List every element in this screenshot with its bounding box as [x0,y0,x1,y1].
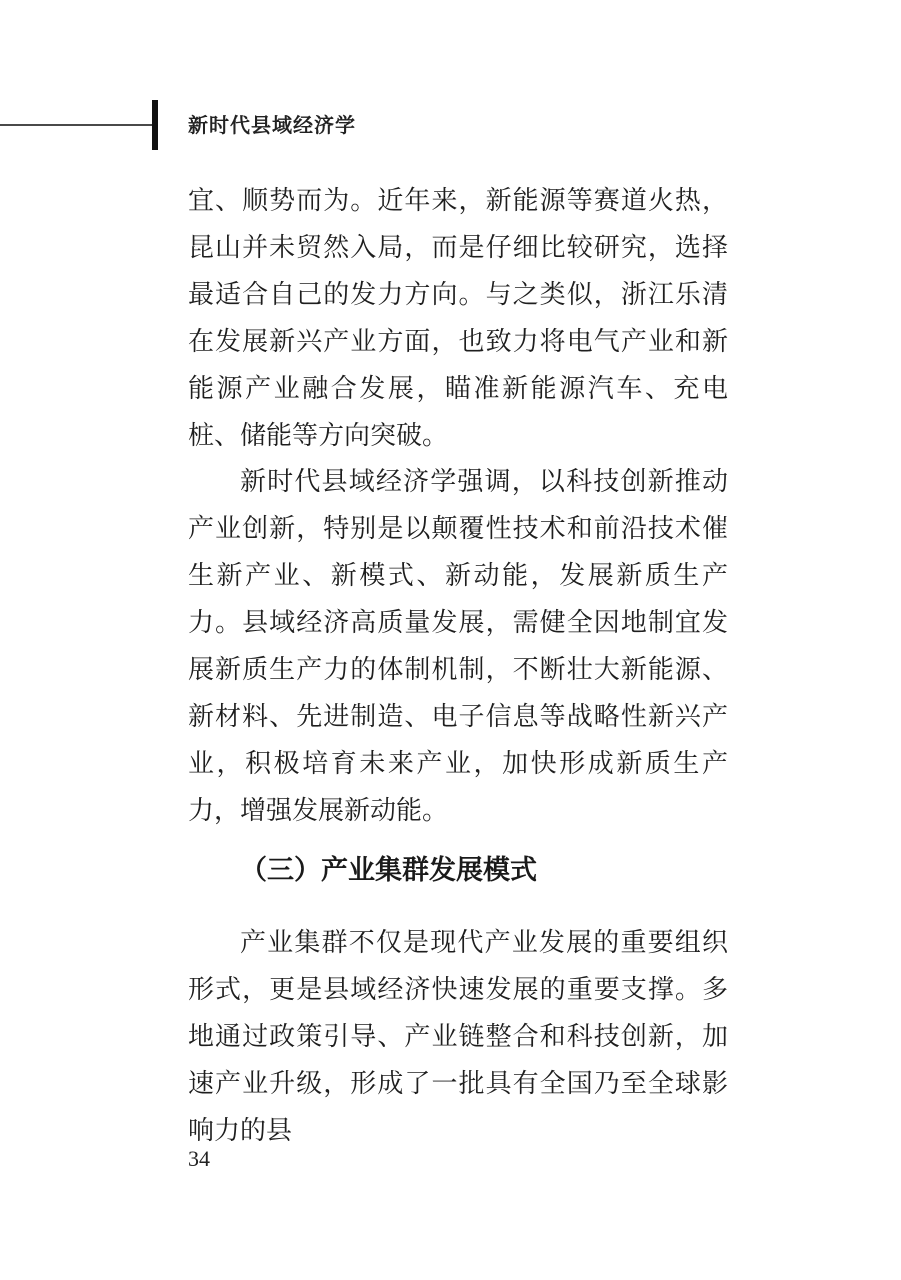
running-head-title: 新时代县域经济学 [188,113,356,137]
body-paragraph-3: 产业集群不仅是现代产业发展的重要组织形式，更是县域经济快速发展的重要支撑。多地通过政策引导、产业链整合和科技创新，加速产业升级，形成了一批具有全国乃至全球影响力的县 [188,928,728,1146]
header-rule-line [0,124,152,126]
body-paragraph-1: 宜、顺势而为。近年来，新能源等赛道火热，昆山并未贸然入局，而是仔细比较研究，选择最适合自己的发力方向。与之类似，浙江乐清在发展新兴产业方面，也致力将电气产业和新能源产业融合发展，瞄准新能源汽车、充电桩、储能等方向突破。 [188,186,728,451]
header-vertical-bar [152,100,158,150]
body-paragraph-2: 新时代县域经济学强调，以科技创新推动产业创新，特别是以颠覆性技术和前沿技术催生新产业、新模式、新动能，发展新质生产力。县域经济高质量发展，需健全因地制宜发展新质生产力的体制机制，不断壮大新能源、新材料、先进制造、电子信息等战略性新兴产业，积极培育未来产业，加快形成新质生产力，增强发展新动能。 [188,467,728,826]
section-heading: （三）产业集群发展模式 [240,855,537,886]
page-number: 34 [188,1146,210,1171]
